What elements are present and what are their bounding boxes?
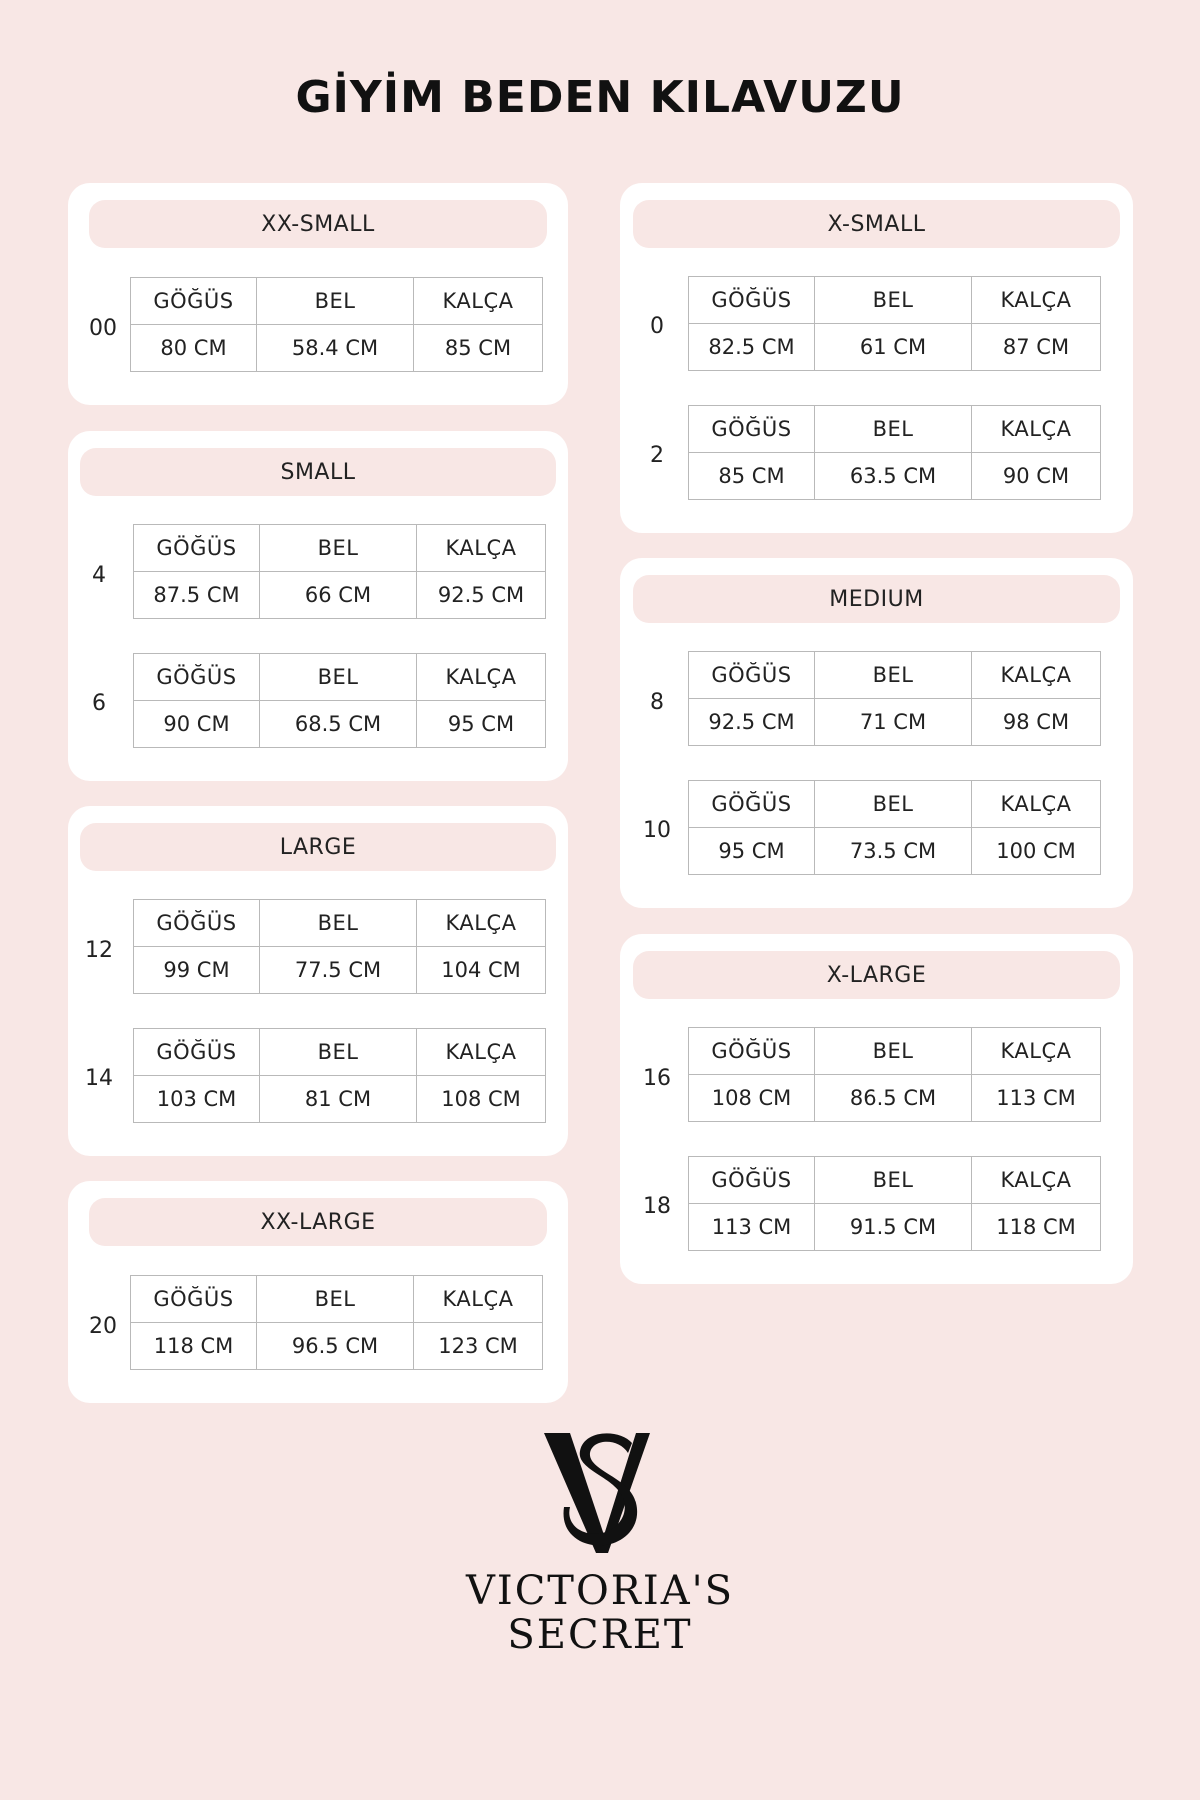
table-header-row bbox=[689, 781, 1101, 828]
col-header-chest: GÖĞÜS bbox=[689, 406, 815, 453]
size-number: 10 bbox=[643, 818, 671, 843]
card-header-small: SMALL bbox=[80, 448, 556, 496]
hip-value: 95 CM bbox=[417, 701, 546, 748]
table-row bbox=[134, 1076, 546, 1123]
col-header-chest: GÖĞÜS bbox=[689, 1028, 815, 1075]
size-number: 12 bbox=[85, 938, 113, 963]
size-number: 18 bbox=[643, 1194, 671, 1219]
chest-value: 108 CM bbox=[689, 1075, 815, 1122]
table-row bbox=[689, 1204, 1101, 1251]
table-header-row bbox=[134, 1029, 546, 1076]
card-header-x-large: X-LARGE bbox=[633, 951, 1120, 999]
col-header-chest: GÖĞÜS bbox=[689, 652, 815, 699]
table-header-row bbox=[689, 406, 1101, 453]
table-row bbox=[131, 325, 543, 372]
card-medium bbox=[620, 558, 1133, 908]
waist-value: 58.4 CM bbox=[257, 325, 414, 372]
table-row bbox=[689, 1075, 1101, 1122]
waist-value: 77.5 CM bbox=[260, 947, 417, 994]
hip-value: 87 CM bbox=[972, 324, 1101, 371]
size-table-14 bbox=[133, 1028, 546, 1123]
table-row bbox=[689, 324, 1101, 371]
size-table-20 bbox=[130, 1275, 543, 1370]
waist-value: 91.5 CM bbox=[815, 1204, 972, 1251]
table-row bbox=[689, 453, 1101, 500]
waist-value: 66 CM bbox=[260, 572, 417, 619]
col-header-waist: BEL bbox=[815, 781, 972, 828]
card-header-large: LARGE bbox=[80, 823, 556, 871]
waist-value: 71 CM bbox=[815, 699, 972, 746]
col-header-chest: GÖĞÜS bbox=[689, 781, 815, 828]
brand-logo bbox=[0, 1425, 1200, 1657]
col-header-chest: GÖĞÜS bbox=[689, 1157, 815, 1204]
hip-value: 85 CM bbox=[414, 325, 543, 372]
table-header-row bbox=[689, 1028, 1101, 1075]
col-header-waist: BEL bbox=[260, 1029, 417, 1076]
card-xx-large bbox=[68, 1181, 568, 1403]
card-x-small bbox=[620, 183, 1133, 533]
card-large bbox=[68, 806, 568, 1156]
size-table-00 bbox=[130, 277, 543, 372]
col-header-hip: KALÇA bbox=[417, 1029, 546, 1076]
chest-value: 87.5 CM bbox=[134, 572, 260, 619]
page-title: GİYİM BEDEN KILAVUZU bbox=[295, 72, 905, 123]
waist-value: 63.5 CM bbox=[815, 453, 972, 500]
col-header-hip: KALÇA bbox=[417, 900, 546, 947]
hip-value: 92.5 CM bbox=[417, 572, 546, 619]
hip-value: 123 CM bbox=[414, 1323, 543, 1370]
waist-value: 86.5 CM bbox=[815, 1075, 972, 1122]
col-header-hip: KALÇA bbox=[417, 654, 546, 701]
table-row bbox=[689, 699, 1101, 746]
card-header-medium: MEDIUM bbox=[633, 575, 1120, 623]
col-header-hip: KALÇA bbox=[972, 781, 1101, 828]
table-row bbox=[134, 701, 546, 748]
size-table-16 bbox=[688, 1027, 1101, 1122]
col-header-waist: BEL bbox=[260, 900, 417, 947]
hip-value: 108 CM bbox=[417, 1076, 546, 1123]
waist-value: 81 CM bbox=[260, 1076, 417, 1123]
size-table-6 bbox=[133, 653, 546, 748]
size-number: 6 bbox=[92, 691, 106, 716]
size-table-4 bbox=[133, 524, 546, 619]
col-header-hip: KALÇA bbox=[972, 406, 1101, 453]
chest-value: 92.5 CM bbox=[689, 699, 815, 746]
col-header-hip: KALÇA bbox=[417, 525, 546, 572]
size-table-2 bbox=[688, 405, 1101, 500]
waist-value: 96.5 CM bbox=[257, 1323, 414, 1370]
table-header-row bbox=[689, 277, 1101, 324]
card-small bbox=[68, 431, 568, 781]
card-header-x-small: X-SMALL bbox=[633, 200, 1120, 248]
card-header-xx-large: XX-LARGE bbox=[89, 1198, 547, 1246]
chest-value: 85 CM bbox=[689, 453, 815, 500]
size-number: 2 bbox=[650, 443, 664, 468]
size-number: 14 bbox=[85, 1066, 113, 1091]
col-header-chest: GÖĞÜS bbox=[131, 1276, 257, 1323]
col-header-hip: KALÇA bbox=[972, 1028, 1101, 1075]
col-header-hip: KALÇA bbox=[972, 652, 1101, 699]
hip-value: 104 CM bbox=[417, 947, 546, 994]
waist-value: 68.5 CM bbox=[260, 701, 417, 748]
col-header-chest: GÖĞÜS bbox=[131, 278, 257, 325]
table-header-row bbox=[134, 525, 546, 572]
size-table-12 bbox=[133, 899, 546, 994]
table-header-row bbox=[689, 1157, 1101, 1204]
chest-value: 113 CM bbox=[689, 1204, 815, 1251]
size-number: 4 bbox=[92, 563, 106, 588]
col-header-waist: BEL bbox=[815, 277, 972, 324]
table-header-row bbox=[131, 278, 543, 325]
size-table-10 bbox=[688, 780, 1101, 875]
card-header-xx-small: XX-SMALL bbox=[89, 200, 547, 248]
hip-value: 90 CM bbox=[972, 453, 1101, 500]
col-header-waist: BEL bbox=[815, 652, 972, 699]
chest-value: 80 CM bbox=[131, 325, 257, 372]
table-row bbox=[134, 947, 546, 994]
col-header-waist: BEL bbox=[815, 1157, 972, 1204]
card-xx-small bbox=[68, 183, 568, 405]
col-header-waist: BEL bbox=[260, 525, 417, 572]
col-header-chest: GÖĞÜS bbox=[134, 1029, 260, 1076]
hip-value: 100 CM bbox=[972, 828, 1101, 875]
size-number: 0 bbox=[650, 314, 664, 339]
col-header-hip: KALÇA bbox=[972, 277, 1101, 324]
table-header-row bbox=[689, 652, 1101, 699]
col-header-waist: BEL bbox=[815, 406, 972, 453]
table-row bbox=[134, 572, 546, 619]
col-header-chest: GÖĞÜS bbox=[134, 900, 260, 947]
col-header-waist: BEL bbox=[257, 278, 414, 325]
brand-name-line1: VICTORIA'S bbox=[466, 1568, 734, 1614]
table-row bbox=[131, 1323, 543, 1370]
brand-name-line2: SECRET bbox=[507, 1612, 693, 1658]
table-header-row bbox=[134, 900, 546, 947]
col-header-waist: BEL bbox=[260, 654, 417, 701]
chest-value: 95 CM bbox=[689, 828, 815, 875]
chest-value: 103 CM bbox=[134, 1076, 260, 1123]
chest-value: 82.5 CM bbox=[689, 324, 815, 371]
size-number: 20 bbox=[89, 1314, 117, 1339]
size-table-18 bbox=[688, 1156, 1101, 1251]
chest-value: 90 CM bbox=[134, 701, 260, 748]
size-number: 00 bbox=[89, 316, 117, 341]
col-header-chest: GÖĞÜS bbox=[134, 525, 260, 572]
col-header-waist: BEL bbox=[257, 1276, 414, 1323]
size-table-0 bbox=[688, 276, 1101, 371]
chest-value: 118 CM bbox=[131, 1323, 257, 1370]
col-header-waist: BEL bbox=[815, 1028, 972, 1075]
size-table-8 bbox=[688, 651, 1101, 746]
col-header-hip: KALÇA bbox=[414, 1276, 543, 1323]
table-row bbox=[689, 828, 1101, 875]
hip-value: 113 CM bbox=[972, 1075, 1101, 1122]
size-number: 8 bbox=[650, 690, 664, 715]
chest-value: 99 CM bbox=[134, 947, 260, 994]
table-header-row bbox=[134, 654, 546, 701]
vs-monogram-icon bbox=[540, 1425, 660, 1555]
hip-value: 118 CM bbox=[972, 1204, 1101, 1251]
col-header-hip: KALÇA bbox=[414, 278, 543, 325]
col-header-chest: GÖĞÜS bbox=[134, 654, 260, 701]
waist-value: 61 CM bbox=[815, 324, 972, 371]
hip-value: 98 CM bbox=[972, 699, 1101, 746]
col-header-hip: KALÇA bbox=[972, 1157, 1101, 1204]
table-header-row bbox=[131, 1276, 543, 1323]
waist-value: 73.5 CM bbox=[815, 828, 972, 875]
col-header-chest: GÖĞÜS bbox=[689, 277, 815, 324]
size-number: 16 bbox=[643, 1066, 671, 1091]
card-x-large bbox=[620, 934, 1133, 1284]
